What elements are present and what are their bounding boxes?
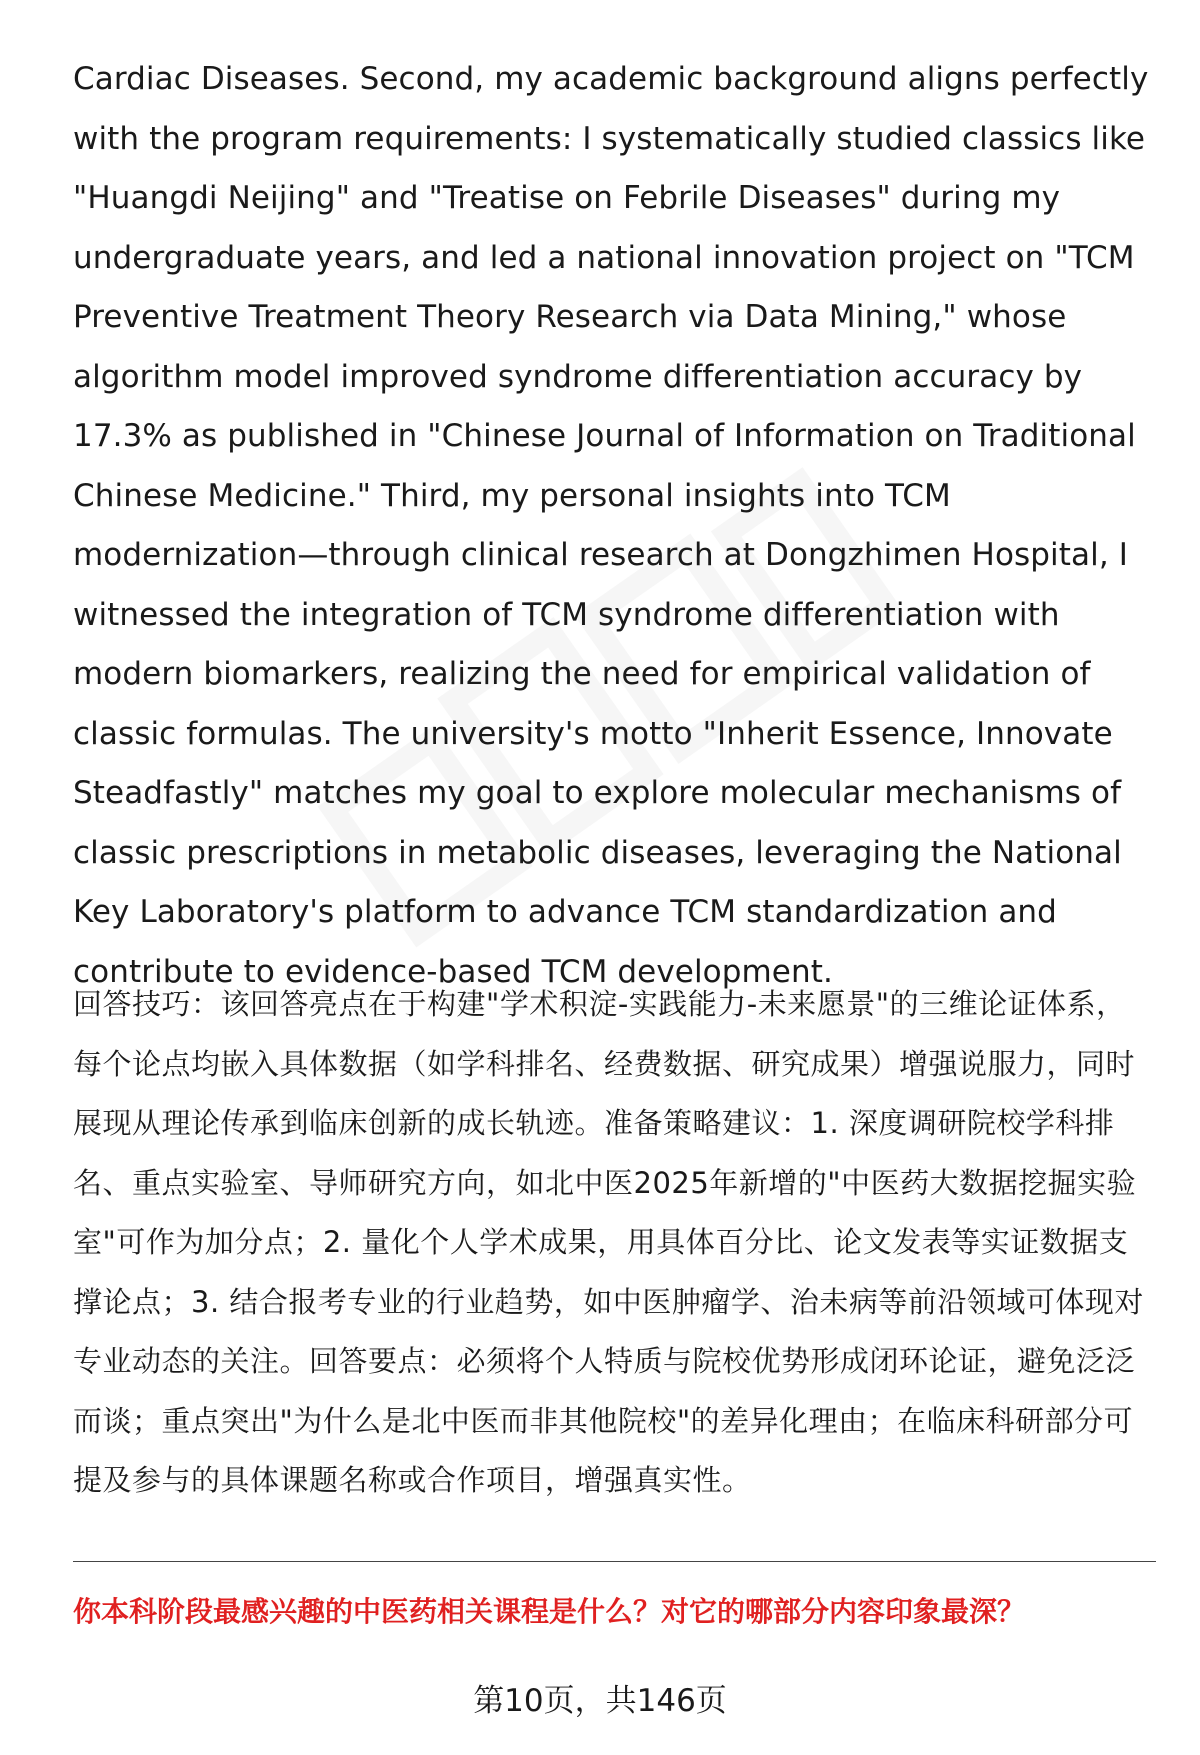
answer-english-paragraph: Cardiac Diseases. Second, my academic background aligns perfectly with the program requirements: I systematically studied classics like "Huangdi Neijing" and "Treatise on Febrile Diseases" during my undergraduate years, and led a national innovation project on "TCM Preventive Treatment Theory Research via Data Mining," whose algorithm model improved syndrome differentiation accuracy by 17.3% as published in "Chinese Journal of Information on Traditional Chinese Medicine." Third, my personal insights into TCM modernization—through clinical research at Dongzhimen Hospital, I witnessed the integration of TCM syndrome differentiation with modern biomarkers, realizing the need for empirical validation of classic formulas. The university's motto "Inherit Essence, Innovate Steadfastly" matches my goal to explore molecular mechanisms of classic prescriptions in metabolic diseases, leveraging the National Key Laboratory's platform to advance TCM standardization and contribute to evidence-based TCM development.	[73, 61, 1149, 990]
page-number-footer: 第10页，共146页	[473, 1683, 727, 1719]
next-question-heading: 你本科阶段最感兴趣的中医药相关课程是什么？对它的哪部分内容印象最深？	[73, 1595, 1026, 1628]
answer-tips-paragraph: 回答技巧：该回答亮点在于构建"学术积淀-实践能力-未来愿景"的三维论证体系，每个论点均嵌入具体数据（如学科排名、经费数据、研究成果）增强说服力，同时展现从理论传承到临床创新的成长轨迹。准备策略建议：1. 深度调研院校学科排名、重点实验室、导师研究方向，如北中医2025年新增的"中医药大数据挖掘实验室"可作为加分点；2. 量化个人学术成果，用具体百分比、论文发表等实证数据支撑论点；3. 结合报考专业的行业趋势，如中医肿瘤学、治未病等前沿领域可体现对专业动态的关注。回答要点：必须将个人特质与院校优势形成闭环论证，避免泛泛而谈；重点突出"为什么是北中医而非其他院校"的差异化理由；在临床科研部分可提及参与的具体课题名称或合作项目，增强真实性。	[73, 987, 1144, 1497]
section-divider	[73, 1561, 1156, 1562]
